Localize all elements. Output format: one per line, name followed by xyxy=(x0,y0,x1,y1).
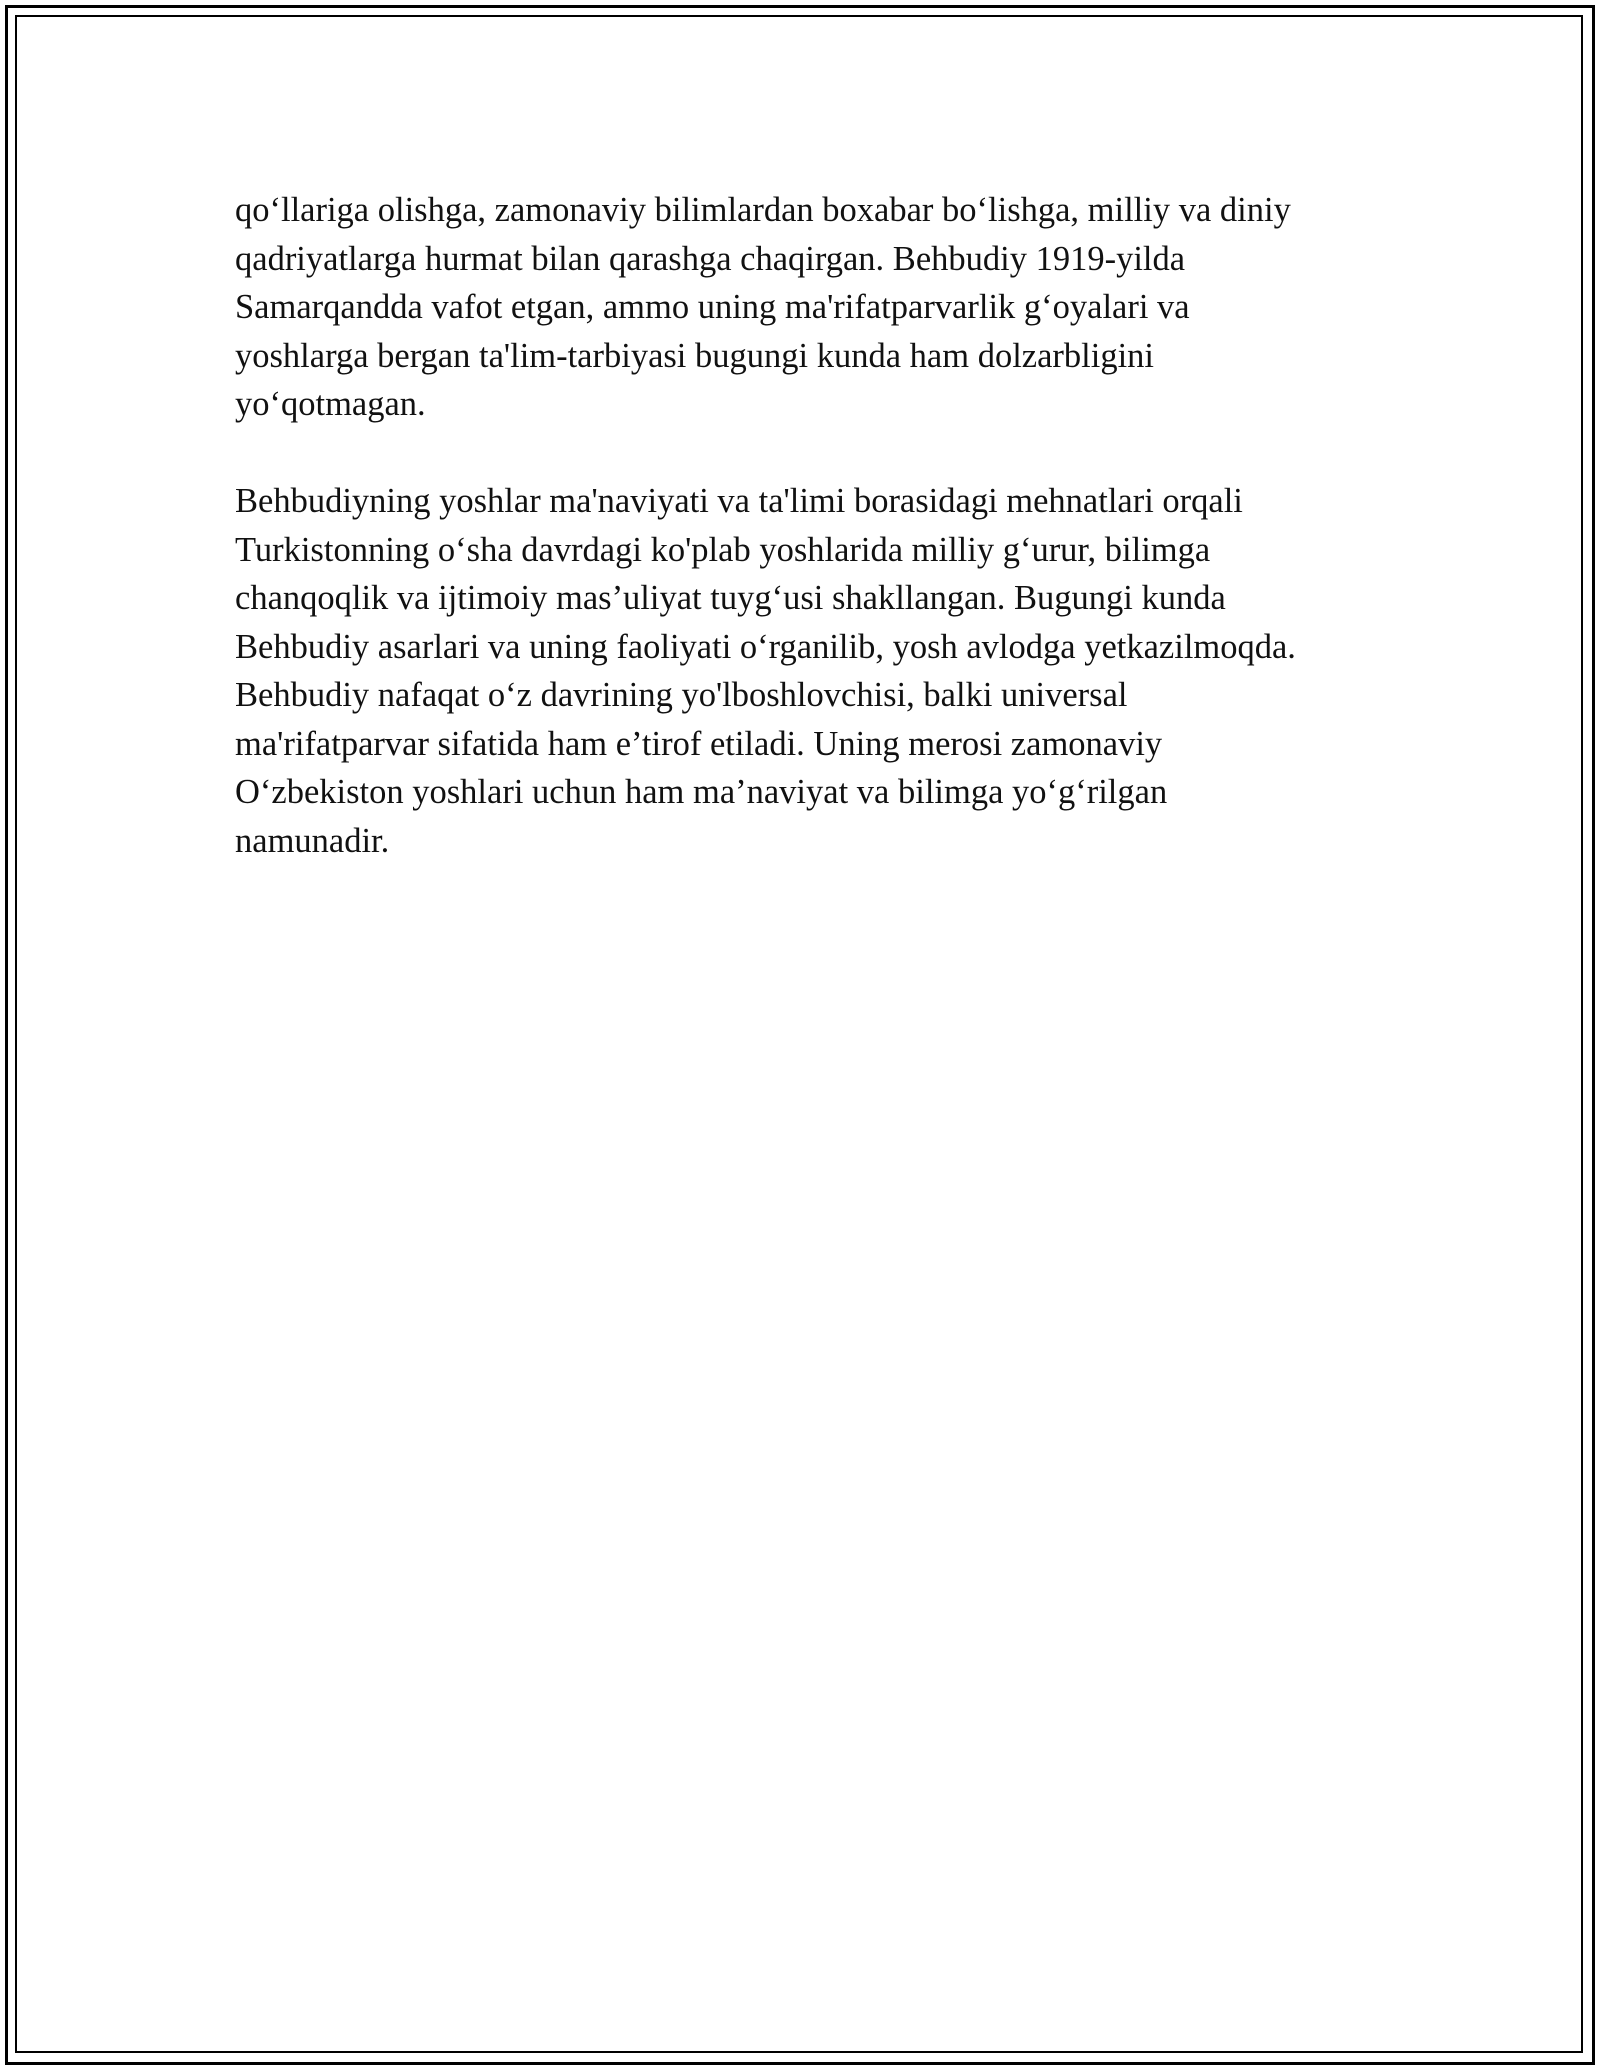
paragraph-2: Behbudiyning yoshlar ma'naviyati va ta'limi borasidagi mehnatlari orqali Turkistonning o‘sha davrdagi ko'plab yoshlarida milliy g‘urur, bilimga chanqoqlik va ijtimoiy mas’uliyat tuyg‘usi shakllangan. Bugungi kunda Behbudiy asarlari va uning faoliyati o‘rganilib, yosh avlodga yetkazilmoqda. Behbudiy nafaqat o‘z davrining yo'lboshlovchisi, balki universal ma'rifatparvar sifatida ham e’tirof etiladi. Uning merosi zamonaviy O‘zbekiston yoshlari uchun ham ma’naviyat va bilimga yo‘g‘rilgan namunadir. xyxy=(235,482,1296,860)
paragraph-1: qo‘llariga olishga, zamonaviy bilimlardan boxabar bo‘lishga, milliy va diniy qadriyatlarga hurmat bilan qarashga chaqirgan. Behbudiy 1919-yilda Samarqandda vafot etgan, ammo uning ma'rifatparvarlik g‘oyalari va yoshlarga bergan ta'lim-tarbiyasi bugungi kunda ham dolzarbligini yo‘qotmagan. xyxy=(235,191,1291,423)
document-body xyxy=(235,186,1395,865)
